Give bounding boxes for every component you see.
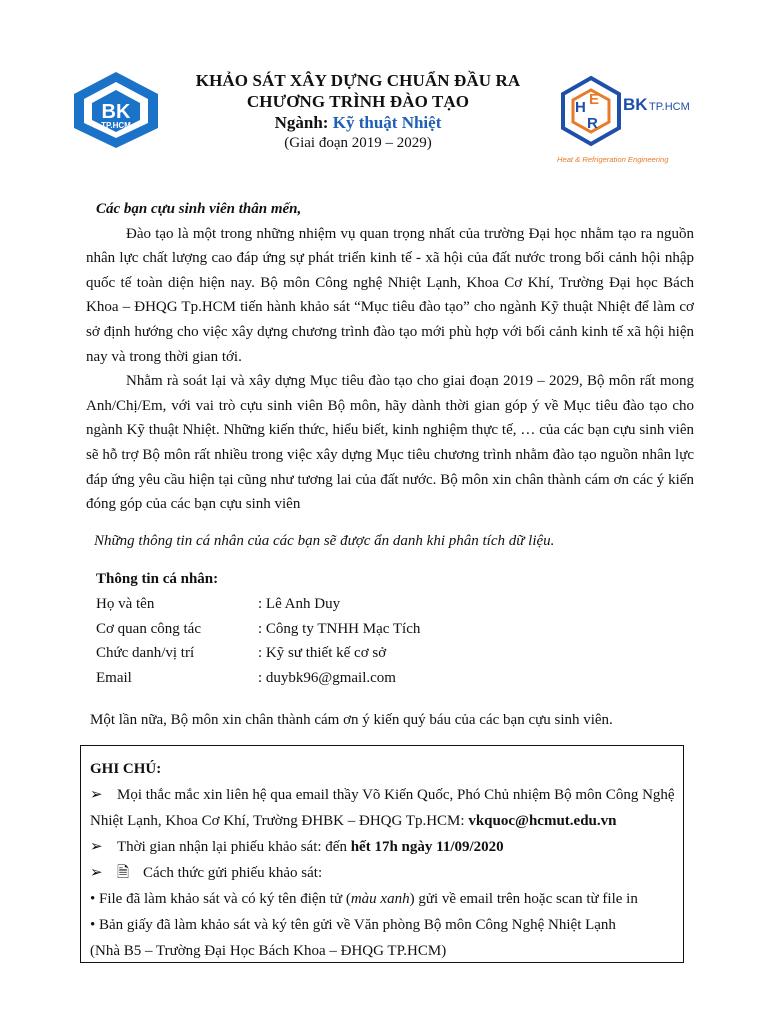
greeting: Các bạn cựu sinh viên thân mến, <box>96 201 302 217</box>
title-line-2: CHƯƠNG TRÌNH ĐÀO TẠO <box>246 92 470 111</box>
info-row-name <box>96 592 694 617</box>
info-label: Email <box>96 669 132 686</box>
logo-caption: Heat & Refrigeration Engineering <box>557 155 669 164</box>
info-label: Họ và tên <box>96 595 155 612</box>
logo-brand-bk: BK <box>623 95 648 114</box>
logo-left-city-text: TP.HCM <box>101 121 131 130</box>
info-row-email <box>96 666 694 691</box>
bullet-file-emphasis: màu xanh <box>350 891 410 907</box>
logo-letter-e: E <box>589 91 600 108</box>
note-item-contact <box>90 782 675 834</box>
info-row-position <box>96 641 694 666</box>
notes-title: GHI CHÚ: <box>90 761 162 777</box>
method-bullet-file <box>90 886 675 912</box>
note-method-text: Cách thức gửi phiếu khảo sát: <box>143 865 323 881</box>
info-label: Cơ quan công tác <box>96 620 201 637</box>
bk-university-logo <box>72 70 160 150</box>
info-value: : duybk96@gmail.com <box>258 669 396 686</box>
period-text: (Giai đoạn 2019 – 2029) <box>284 135 432 151</box>
bullet-file-pre: • File đã làm khảo sát và có ký tên điện tử ( <box>90 891 351 907</box>
logo-left-bk-text: BK <box>101 101 131 123</box>
letter-body <box>86 182 694 733</box>
anonymity-note: Những thông tin cá nhân của các bạn sẽ được ẩn danh khi phân tích dữ liệu. <box>94 532 555 549</box>
document-header <box>168 70 548 153</box>
deadline-value: hết 17h ngày 11/09/2020 <box>350 839 504 855</box>
her-department-logo <box>553 72 703 168</box>
method-bullet-paper-address: (Nhà B5 – Trường Đại Học Bách Khoa – ĐHQG TP.HCM) <box>90 943 447 959</box>
notes-box <box>80 745 684 963</box>
paragraph-1: Đào tạo là một trong những nhiệm vụ quan trọng nhất của trường Đại học nhằm tạo ra nguồn nhân lực chất lượng cao đáp ứng sự phát triển kinh tế - xã hội của đất nước trong bối cảnh hội nhập quốc tế toàn diện hiện nay. Bộ môn Công nghệ Nhiệt Lạnh, Khoa Cơ Khí, Trường Đại học Bách Khoa – ĐHQG Tp.HCM tiến hành khảo sát “Mục tiêu đào tạo” cho ngành Kỹ thuật Nhiệt để làm cơ sở định hướng cho việc xây dựng chương trình đào tạo mới phù hợp với bối cảnh kinh tế xã hội hiện nay và trong thời gian tới. <box>86 225 694 365</box>
info-value: : Lê Anh Duy <box>258 595 341 612</box>
info-value: : Công ty TNHH Mạc Tích <box>258 620 421 637</box>
info-value: : Kỹ sư thiết kế cơ sở <box>258 645 387 662</box>
closing-thanks: Một lần nữa, Bộ môn xin chân thành cám ơn ý kiến quý báu của các bạn cựu sinh viên. <box>90 712 613 729</box>
arrow-bullet-icon: ➢ <box>90 865 103 881</box>
method-bullet-paper: • Bản giấy đã làm khảo sát và ký tên gửi về Văn phòng Bộ môn Công Nghệ Nhiệt Lạnh <box>90 917 616 933</box>
arrow-bullet-icon: ➢ <box>90 839 103 855</box>
paragraph-2: Nhằm rà soát lại và xây dựng Mục tiêu đào tạo cho giai đoạn 2019 – 2029, Bộ môn rất mong Anh/Chị/Em, với vai trò cựu sinh viên Bộ môn, hãy dành thời gian góp ý về Mục tiêu đào tạo cho ngành Kỹ thuật Nhiệt. Những kiến thức, hiểu biết, kinh nghiệm thực tế, … của các bạn cựu sinh viên sẽ hỗ trợ Bộ môn rất nhiều trong việc xây dựng Mục tiêu chương trình nhằm đào tạo nguồn nhân lực đáp ứng yêu cầu hiện tại cũng như tương lai của đất nước. Bộ môn xin chân thành cám ơn các ý kiến đóng góp của các bạn cựu sinh viên <box>86 373 694 513</box>
title-line-1: KHẢO SÁT XÂY DỰNG CHUẨN ĐẦU RA <box>195 71 521 90</box>
personal-info-title: Thông tin cá nhân: <box>96 571 219 588</box>
note-item-method <box>90 860 675 886</box>
arrow-bullet-icon: ➢ <box>90 787 103 803</box>
logo-letter-h: H <box>575 99 586 116</box>
logo-letter-r: R <box>587 115 598 132</box>
info-label: Chức danh/vị trí <box>96 645 195 662</box>
logo-brand-city: TP.HCM <box>649 101 690 113</box>
note-item-deadline <box>90 834 675 860</box>
contact-email: vkquoc@hcmut.edu.vn <box>468 813 617 829</box>
note-contact-text: Mọi thắc mắc xin liên hệ qua email thầy Võ Kiến Quốc, Phó Chủ nhiệm Bộ môn Công Nghệ Nhiệt Lạnh, Khoa Cơ Khí, Trường ĐHBK – ĐHQG Tp.HCM: <box>90 787 675 829</box>
info-row-organization <box>96 617 694 642</box>
major-label: Ngành: <box>274 113 329 132</box>
note-deadline-text: Thời gian nhận lại phiếu khảo sát: đến <box>117 839 347 855</box>
major-line <box>168 112 548 133</box>
bullet-file-post: ) gửi về email trên hoặc scan từ file in <box>409 891 638 907</box>
major-value: Kỹ thuật Nhiệt <box>332 113 442 132</box>
document-icon: 🗎 <box>117 865 130 881</box>
